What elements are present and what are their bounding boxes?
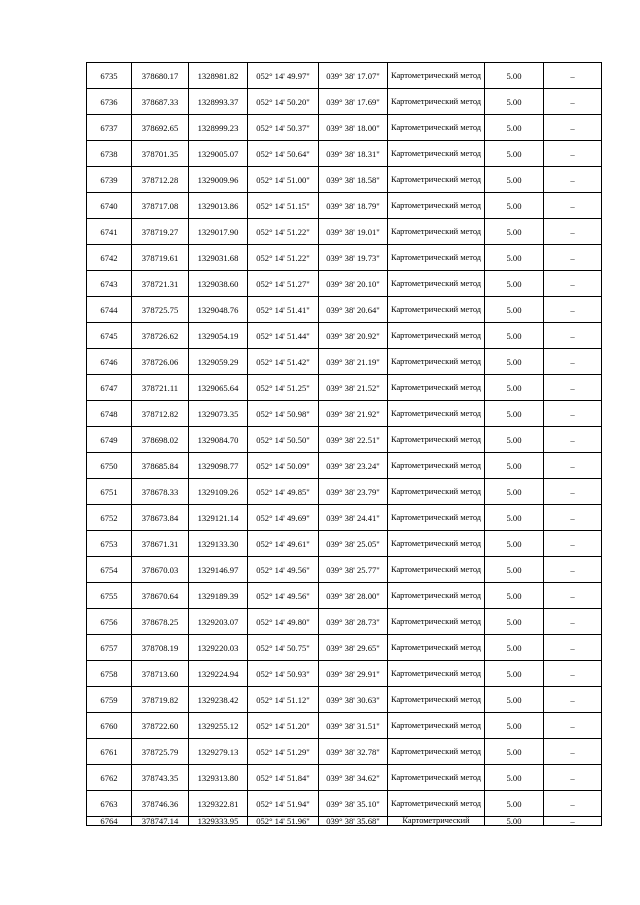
- accuracy-cell: 5.00: [485, 245, 544, 271]
- x-coordinate-cell: 378743.35: [132, 765, 189, 791]
- description-cell: –: [544, 661, 602, 687]
- table-row: [87, 245, 602, 271]
- latitude-cell: 052° 14' 50.20": [248, 89, 319, 115]
- method-cell: Картометрический метод: [388, 531, 485, 557]
- y-coordinate-cell: 1329313.80: [189, 765, 248, 791]
- method-cell: Картометрический метод: [388, 167, 485, 193]
- latitude-cell: 052° 14' 51.20": [248, 713, 319, 739]
- table-row: [87, 349, 602, 375]
- description-cell: –: [544, 817, 602, 826]
- latitude-cell: 052° 14' 51.44": [248, 323, 319, 349]
- method-cell: Картометрический метод: [388, 765, 485, 791]
- method-cell: Картометрический метод: [388, 739, 485, 765]
- y-coordinate-cell: 1329189.39: [189, 583, 248, 609]
- x-coordinate-cell: 378680.17: [132, 63, 189, 89]
- accuracy-cell: 5.00: [485, 63, 544, 89]
- y-coordinate-cell: 1329031.68: [189, 245, 248, 271]
- longitude-cell: 039° 38' 32.78": [319, 739, 388, 765]
- point-number-cell: 6742: [87, 245, 132, 271]
- accuracy-cell: 5.00: [485, 609, 544, 635]
- x-coordinate-cell: 378725.79: [132, 739, 189, 765]
- point-number-cell: 6752: [87, 505, 132, 531]
- y-coordinate-cell: 1329255.12: [189, 713, 248, 739]
- table-row: [87, 557, 602, 583]
- point-number-cell: 6753: [87, 531, 132, 557]
- description-cell: –: [544, 713, 602, 739]
- y-coordinate-cell: 1329013.86: [189, 193, 248, 219]
- table-row: [87, 609, 602, 635]
- latitude-cell: 052° 14' 49.56": [248, 557, 319, 583]
- method-cell: Картометрический метод: [388, 687, 485, 713]
- latitude-cell: 052° 14' 51.22": [248, 245, 319, 271]
- latitude-cell: 052° 14' 50.93": [248, 661, 319, 687]
- description-cell: –: [544, 193, 602, 219]
- longitude-cell: 039° 38' 18.79": [319, 193, 388, 219]
- table-row: [87, 375, 602, 401]
- y-coordinate-cell: 1329109.26: [189, 479, 248, 505]
- y-coordinate-cell: 1329073.35: [189, 401, 248, 427]
- description-cell: –: [544, 427, 602, 453]
- accuracy-cell: 5.00: [485, 219, 544, 245]
- method-cell: Картометрический метод: [388, 583, 485, 609]
- point-number-cell: 6750: [87, 453, 132, 479]
- method-cell: Картометрический метод: [388, 115, 485, 141]
- longitude-cell: 039° 38' 20.92": [319, 323, 388, 349]
- x-coordinate-cell: 378692.65: [132, 115, 189, 141]
- latitude-cell: 052° 14' 51.41": [248, 297, 319, 323]
- y-coordinate-cell: 1328993.37: [189, 89, 248, 115]
- x-coordinate-cell: 378721.31: [132, 271, 189, 297]
- description-cell: –: [544, 219, 602, 245]
- latitude-cell: 052° 14' 51.00": [248, 167, 319, 193]
- latitude-cell: 052° 14' 50.37": [248, 115, 319, 141]
- latitude-cell: 052° 14' 51.94": [248, 791, 319, 817]
- longitude-cell: 039° 38' 17.69": [319, 89, 388, 115]
- description-cell: –: [544, 271, 602, 297]
- latitude-cell: 052° 14' 51.96": [248, 817, 319, 826]
- x-coordinate-cell: 378685.84: [132, 453, 189, 479]
- point-number-cell: 6743: [87, 271, 132, 297]
- description-cell: –: [544, 765, 602, 791]
- accuracy-cell: 5.00: [485, 661, 544, 687]
- table-row: [87, 297, 602, 323]
- longitude-cell: 039° 38' 23.24": [319, 453, 388, 479]
- point-number-cell: 6763: [87, 791, 132, 817]
- description-cell: –: [544, 531, 602, 557]
- point-number-cell: 6755: [87, 583, 132, 609]
- point-number-cell: 6740: [87, 193, 132, 219]
- accuracy-cell: 5.00: [485, 687, 544, 713]
- point-number-cell: 6746: [87, 349, 132, 375]
- point-number-cell: 6751: [87, 479, 132, 505]
- latitude-cell: 052° 14' 49.85": [248, 479, 319, 505]
- longitude-cell: 039° 38' 31.51": [319, 713, 388, 739]
- x-coordinate-cell: 378698.02: [132, 427, 189, 453]
- longitude-cell: 039° 38' 21.52": [319, 375, 388, 401]
- description-cell: –: [544, 791, 602, 817]
- table-row: [87, 141, 602, 167]
- x-coordinate-cell: 378712.82: [132, 401, 189, 427]
- accuracy-cell: 5.00: [485, 531, 544, 557]
- x-coordinate-cell: 378678.33: [132, 479, 189, 505]
- x-coordinate-cell: 378671.31: [132, 531, 189, 557]
- accuracy-cell: 5.00: [485, 557, 544, 583]
- y-coordinate-cell: 1329017.90: [189, 219, 248, 245]
- longitude-cell: 039° 38' 30.63": [319, 687, 388, 713]
- method-cell: Картометрический: [388, 817, 485, 826]
- method-cell: Картометрический метод: [388, 323, 485, 349]
- latitude-cell: 052° 14' 51.42": [248, 349, 319, 375]
- y-coordinate-cell: 1329238.42: [189, 687, 248, 713]
- y-coordinate-cell: 1329084.70: [189, 427, 248, 453]
- point-number-cell: 6760: [87, 713, 132, 739]
- accuracy-cell: 5.00: [485, 479, 544, 505]
- accuracy-cell: 5.00: [485, 375, 544, 401]
- point-number-cell: 6749: [87, 427, 132, 453]
- description-cell: –: [544, 635, 602, 661]
- point-number-cell: 6758: [87, 661, 132, 687]
- x-coordinate-cell: 378717.08: [132, 193, 189, 219]
- y-coordinate-cell: 1329279.13: [189, 739, 248, 765]
- x-coordinate-cell: 378673.84: [132, 505, 189, 531]
- table-row: [87, 479, 602, 505]
- table-row: [87, 193, 602, 219]
- longitude-cell: 039° 38' 18.58": [319, 167, 388, 193]
- table-row: [87, 115, 602, 141]
- coordinates-table: [86, 62, 602, 826]
- longitude-cell: 039° 38' 24.41": [319, 505, 388, 531]
- point-number-cell: 6754: [87, 557, 132, 583]
- accuracy-cell: 5.00: [485, 427, 544, 453]
- table-row: [87, 505, 602, 531]
- x-coordinate-cell: 378678.25: [132, 609, 189, 635]
- y-coordinate-cell: 1329322.81: [189, 791, 248, 817]
- x-coordinate-cell: 378708.19: [132, 635, 189, 661]
- y-coordinate-cell: 1329038.60: [189, 271, 248, 297]
- point-number-cell: 6762: [87, 765, 132, 791]
- y-coordinate-cell: 1329203.07: [189, 609, 248, 635]
- latitude-cell: 052° 14' 51.84": [248, 765, 319, 791]
- point-number-cell: 6736: [87, 89, 132, 115]
- x-coordinate-cell: 378713.60: [132, 661, 189, 687]
- accuracy-cell: 5.00: [485, 713, 544, 739]
- method-cell: Картометрический метод: [388, 193, 485, 219]
- x-coordinate-cell: 378747.14: [132, 817, 189, 826]
- table-row: [87, 817, 602, 826]
- description-cell: –: [544, 141, 602, 167]
- y-coordinate-cell: 1329005.07: [189, 141, 248, 167]
- description-cell: –: [544, 583, 602, 609]
- description-cell: –: [544, 739, 602, 765]
- accuracy-cell: 5.00: [485, 167, 544, 193]
- point-number-cell: 6744: [87, 297, 132, 323]
- accuracy-cell: 5.00: [485, 765, 544, 791]
- x-coordinate-cell: 378721.11: [132, 375, 189, 401]
- latitude-cell: 052° 14' 49.56": [248, 583, 319, 609]
- description-cell: –: [544, 115, 602, 141]
- latitude-cell: 052° 14' 50.50": [248, 427, 319, 453]
- point-number-cell: 6737: [87, 115, 132, 141]
- x-coordinate-cell: 378712.28: [132, 167, 189, 193]
- method-cell: Картометрический метод: [388, 453, 485, 479]
- description-cell: –: [544, 89, 602, 115]
- longitude-cell: 039° 38' 17.07": [319, 63, 388, 89]
- point-number-cell: 6759: [87, 687, 132, 713]
- accuracy-cell: 5.00: [485, 115, 544, 141]
- method-cell: Картометрический метод: [388, 427, 485, 453]
- x-coordinate-cell: 378725.75: [132, 297, 189, 323]
- x-coordinate-cell: 378719.82: [132, 687, 189, 713]
- table-row: [87, 219, 602, 245]
- y-coordinate-cell: 1329146.97: [189, 557, 248, 583]
- y-coordinate-cell: 1329121.14: [189, 505, 248, 531]
- y-coordinate-cell: 1328999.23: [189, 115, 248, 141]
- latitude-cell: 052° 14' 49.80": [248, 609, 319, 635]
- latitude-cell: 052° 14' 51.15": [248, 193, 319, 219]
- y-coordinate-cell: 1329009.96: [189, 167, 248, 193]
- table-row: [87, 791, 602, 817]
- description-cell: –: [544, 323, 602, 349]
- method-cell: Картометрический метод: [388, 713, 485, 739]
- y-coordinate-cell: 1329048.76: [189, 297, 248, 323]
- description-cell: –: [544, 557, 602, 583]
- method-cell: Картометрический метод: [388, 349, 485, 375]
- latitude-cell: 052° 14' 50.98": [248, 401, 319, 427]
- description-cell: –: [544, 401, 602, 427]
- latitude-cell: 052° 14' 51.27": [248, 271, 319, 297]
- longitude-cell: 039° 38' 18.00": [319, 115, 388, 141]
- longitude-cell: 039° 38' 22.51": [319, 427, 388, 453]
- longitude-cell: 039° 38' 35.68": [319, 817, 388, 826]
- table-row: [87, 583, 602, 609]
- point-number-cell: 6757: [87, 635, 132, 661]
- y-coordinate-cell: 1329224.94: [189, 661, 248, 687]
- method-cell: Картометрический метод: [388, 271, 485, 297]
- description-cell: –: [544, 375, 602, 401]
- y-coordinate-cell: 1329054.19: [189, 323, 248, 349]
- table-row: [87, 89, 602, 115]
- description-cell: –: [544, 63, 602, 89]
- table-row: [87, 531, 602, 557]
- table-row: [87, 453, 602, 479]
- method-cell: Картометрический метод: [388, 141, 485, 167]
- method-cell: Картометрический метод: [388, 661, 485, 687]
- accuracy-cell: 5.00: [485, 349, 544, 375]
- table-row: [87, 713, 602, 739]
- latitude-cell: 052° 14' 49.61": [248, 531, 319, 557]
- accuracy-cell: 5.00: [485, 401, 544, 427]
- description-cell: –: [544, 349, 602, 375]
- longitude-cell: 039° 38' 34.62": [319, 765, 388, 791]
- description-cell: –: [544, 167, 602, 193]
- table-row: [87, 687, 602, 713]
- table-row: [87, 427, 602, 453]
- y-coordinate-cell: 1329333.95: [189, 817, 248, 826]
- x-coordinate-cell: 378670.64: [132, 583, 189, 609]
- accuracy-cell: 5.00: [485, 193, 544, 219]
- accuracy-cell: 5.00: [485, 89, 544, 115]
- longitude-cell: 039° 38' 19.01": [319, 219, 388, 245]
- method-cell: Картометрический метод: [388, 609, 485, 635]
- accuracy-cell: 5.00: [485, 817, 544, 826]
- latitude-cell: 052° 14' 51.29": [248, 739, 319, 765]
- x-coordinate-cell: 378726.62: [132, 323, 189, 349]
- accuracy-cell: 5.00: [485, 271, 544, 297]
- method-cell: Картометрический метод: [388, 297, 485, 323]
- method-cell: Картометрический метод: [388, 505, 485, 531]
- latitude-cell: 052° 14' 50.09": [248, 453, 319, 479]
- longitude-cell: 039° 38' 35.10": [319, 791, 388, 817]
- table-row: [87, 323, 602, 349]
- point-number-cell: 6748: [87, 401, 132, 427]
- latitude-cell: 052° 14' 50.75": [248, 635, 319, 661]
- x-coordinate-cell: 378719.27: [132, 219, 189, 245]
- accuracy-cell: 5.00: [485, 505, 544, 531]
- table-row: [87, 661, 602, 687]
- point-number-cell: 6745: [87, 323, 132, 349]
- y-coordinate-cell: 1329133.30: [189, 531, 248, 557]
- longitude-cell: 039° 38' 21.92": [319, 401, 388, 427]
- table-row: [87, 401, 602, 427]
- y-coordinate-cell: 1329098.77: [189, 453, 248, 479]
- description-cell: –: [544, 479, 602, 505]
- x-coordinate-cell: 378701.35: [132, 141, 189, 167]
- x-coordinate-cell: 378746.36: [132, 791, 189, 817]
- y-coordinate-cell: 1328981.82: [189, 63, 248, 89]
- point-number-cell: 6735: [87, 63, 132, 89]
- x-coordinate-cell: 378719.61: [132, 245, 189, 271]
- description-cell: –: [544, 453, 602, 479]
- longitude-cell: 039° 38' 29.65": [319, 635, 388, 661]
- description-cell: –: [544, 687, 602, 713]
- point-number-cell: 6761: [87, 739, 132, 765]
- accuracy-cell: 5.00: [485, 323, 544, 349]
- accuracy-cell: 5.00: [485, 635, 544, 661]
- latitude-cell: 052° 14' 51.12": [248, 687, 319, 713]
- description-cell: –: [544, 297, 602, 323]
- description-cell: –: [544, 505, 602, 531]
- method-cell: Картометрический метод: [388, 63, 485, 89]
- latitude-cell: 052° 14' 49.97": [248, 63, 319, 89]
- method-cell: Картометрический метод: [388, 479, 485, 505]
- table-row: [87, 271, 602, 297]
- longitude-cell: 039° 38' 21.19": [319, 349, 388, 375]
- coordinates-table-body: [87, 63, 602, 826]
- point-number-cell: 6739: [87, 167, 132, 193]
- longitude-cell: 039° 38' 23.79": [319, 479, 388, 505]
- method-cell: Картометрический метод: [388, 635, 485, 661]
- description-cell: –: [544, 245, 602, 271]
- latitude-cell: 052° 14' 49.69": [248, 505, 319, 531]
- accuracy-cell: 5.00: [485, 739, 544, 765]
- x-coordinate-cell: 378670.03: [132, 557, 189, 583]
- y-coordinate-cell: 1329220.03: [189, 635, 248, 661]
- longitude-cell: 039° 38' 29.91": [319, 661, 388, 687]
- longitude-cell: 039° 38' 18.31": [319, 141, 388, 167]
- method-cell: Картометрический метод: [388, 401, 485, 427]
- table-row: [87, 739, 602, 765]
- method-cell: Картометрический метод: [388, 245, 485, 271]
- point-number-cell: 6756: [87, 609, 132, 635]
- longitude-cell: 039° 38' 19.73": [319, 245, 388, 271]
- longitude-cell: 039° 38' 20.64": [319, 297, 388, 323]
- accuracy-cell: 5.00: [485, 583, 544, 609]
- accuracy-cell: 5.00: [485, 453, 544, 479]
- table-row: [87, 63, 602, 89]
- point-number-cell: 6741: [87, 219, 132, 245]
- longitude-cell: 039° 38' 20.10": [319, 271, 388, 297]
- method-cell: Картометрический метод: [388, 791, 485, 817]
- latitude-cell: 052° 14' 51.25": [248, 375, 319, 401]
- point-number-cell: 6747: [87, 375, 132, 401]
- latitude-cell: 052° 14' 50.64": [248, 141, 319, 167]
- method-cell: Картометрический метод: [388, 89, 485, 115]
- method-cell: Картометрический метод: [388, 557, 485, 583]
- description-cell: –: [544, 609, 602, 635]
- table-row: [87, 167, 602, 193]
- method-cell: Картометрический метод: [388, 375, 485, 401]
- latitude-cell: 052° 14' 51.22": [248, 219, 319, 245]
- longitude-cell: 039° 38' 25.77": [319, 557, 388, 583]
- x-coordinate-cell: 378687.33: [132, 89, 189, 115]
- y-coordinate-cell: 1329059.29: [189, 349, 248, 375]
- accuracy-cell: 5.00: [485, 297, 544, 323]
- method-cell: Картометрический метод: [388, 219, 485, 245]
- point-number-cell: 6738: [87, 141, 132, 167]
- longitude-cell: 039° 38' 25.05": [319, 531, 388, 557]
- x-coordinate-cell: 378726.06: [132, 349, 189, 375]
- longitude-cell: 039° 38' 28.73": [319, 609, 388, 635]
- x-coordinate-cell: 378722.60: [132, 713, 189, 739]
- table-row: [87, 765, 602, 791]
- longitude-cell: 039° 38' 28.00": [319, 583, 388, 609]
- accuracy-cell: 5.00: [485, 791, 544, 817]
- point-number-cell: 6764: [87, 817, 132, 826]
- table-row: [87, 635, 602, 661]
- accuracy-cell: 5.00: [485, 141, 544, 167]
- y-coordinate-cell: 1329065.64: [189, 375, 248, 401]
